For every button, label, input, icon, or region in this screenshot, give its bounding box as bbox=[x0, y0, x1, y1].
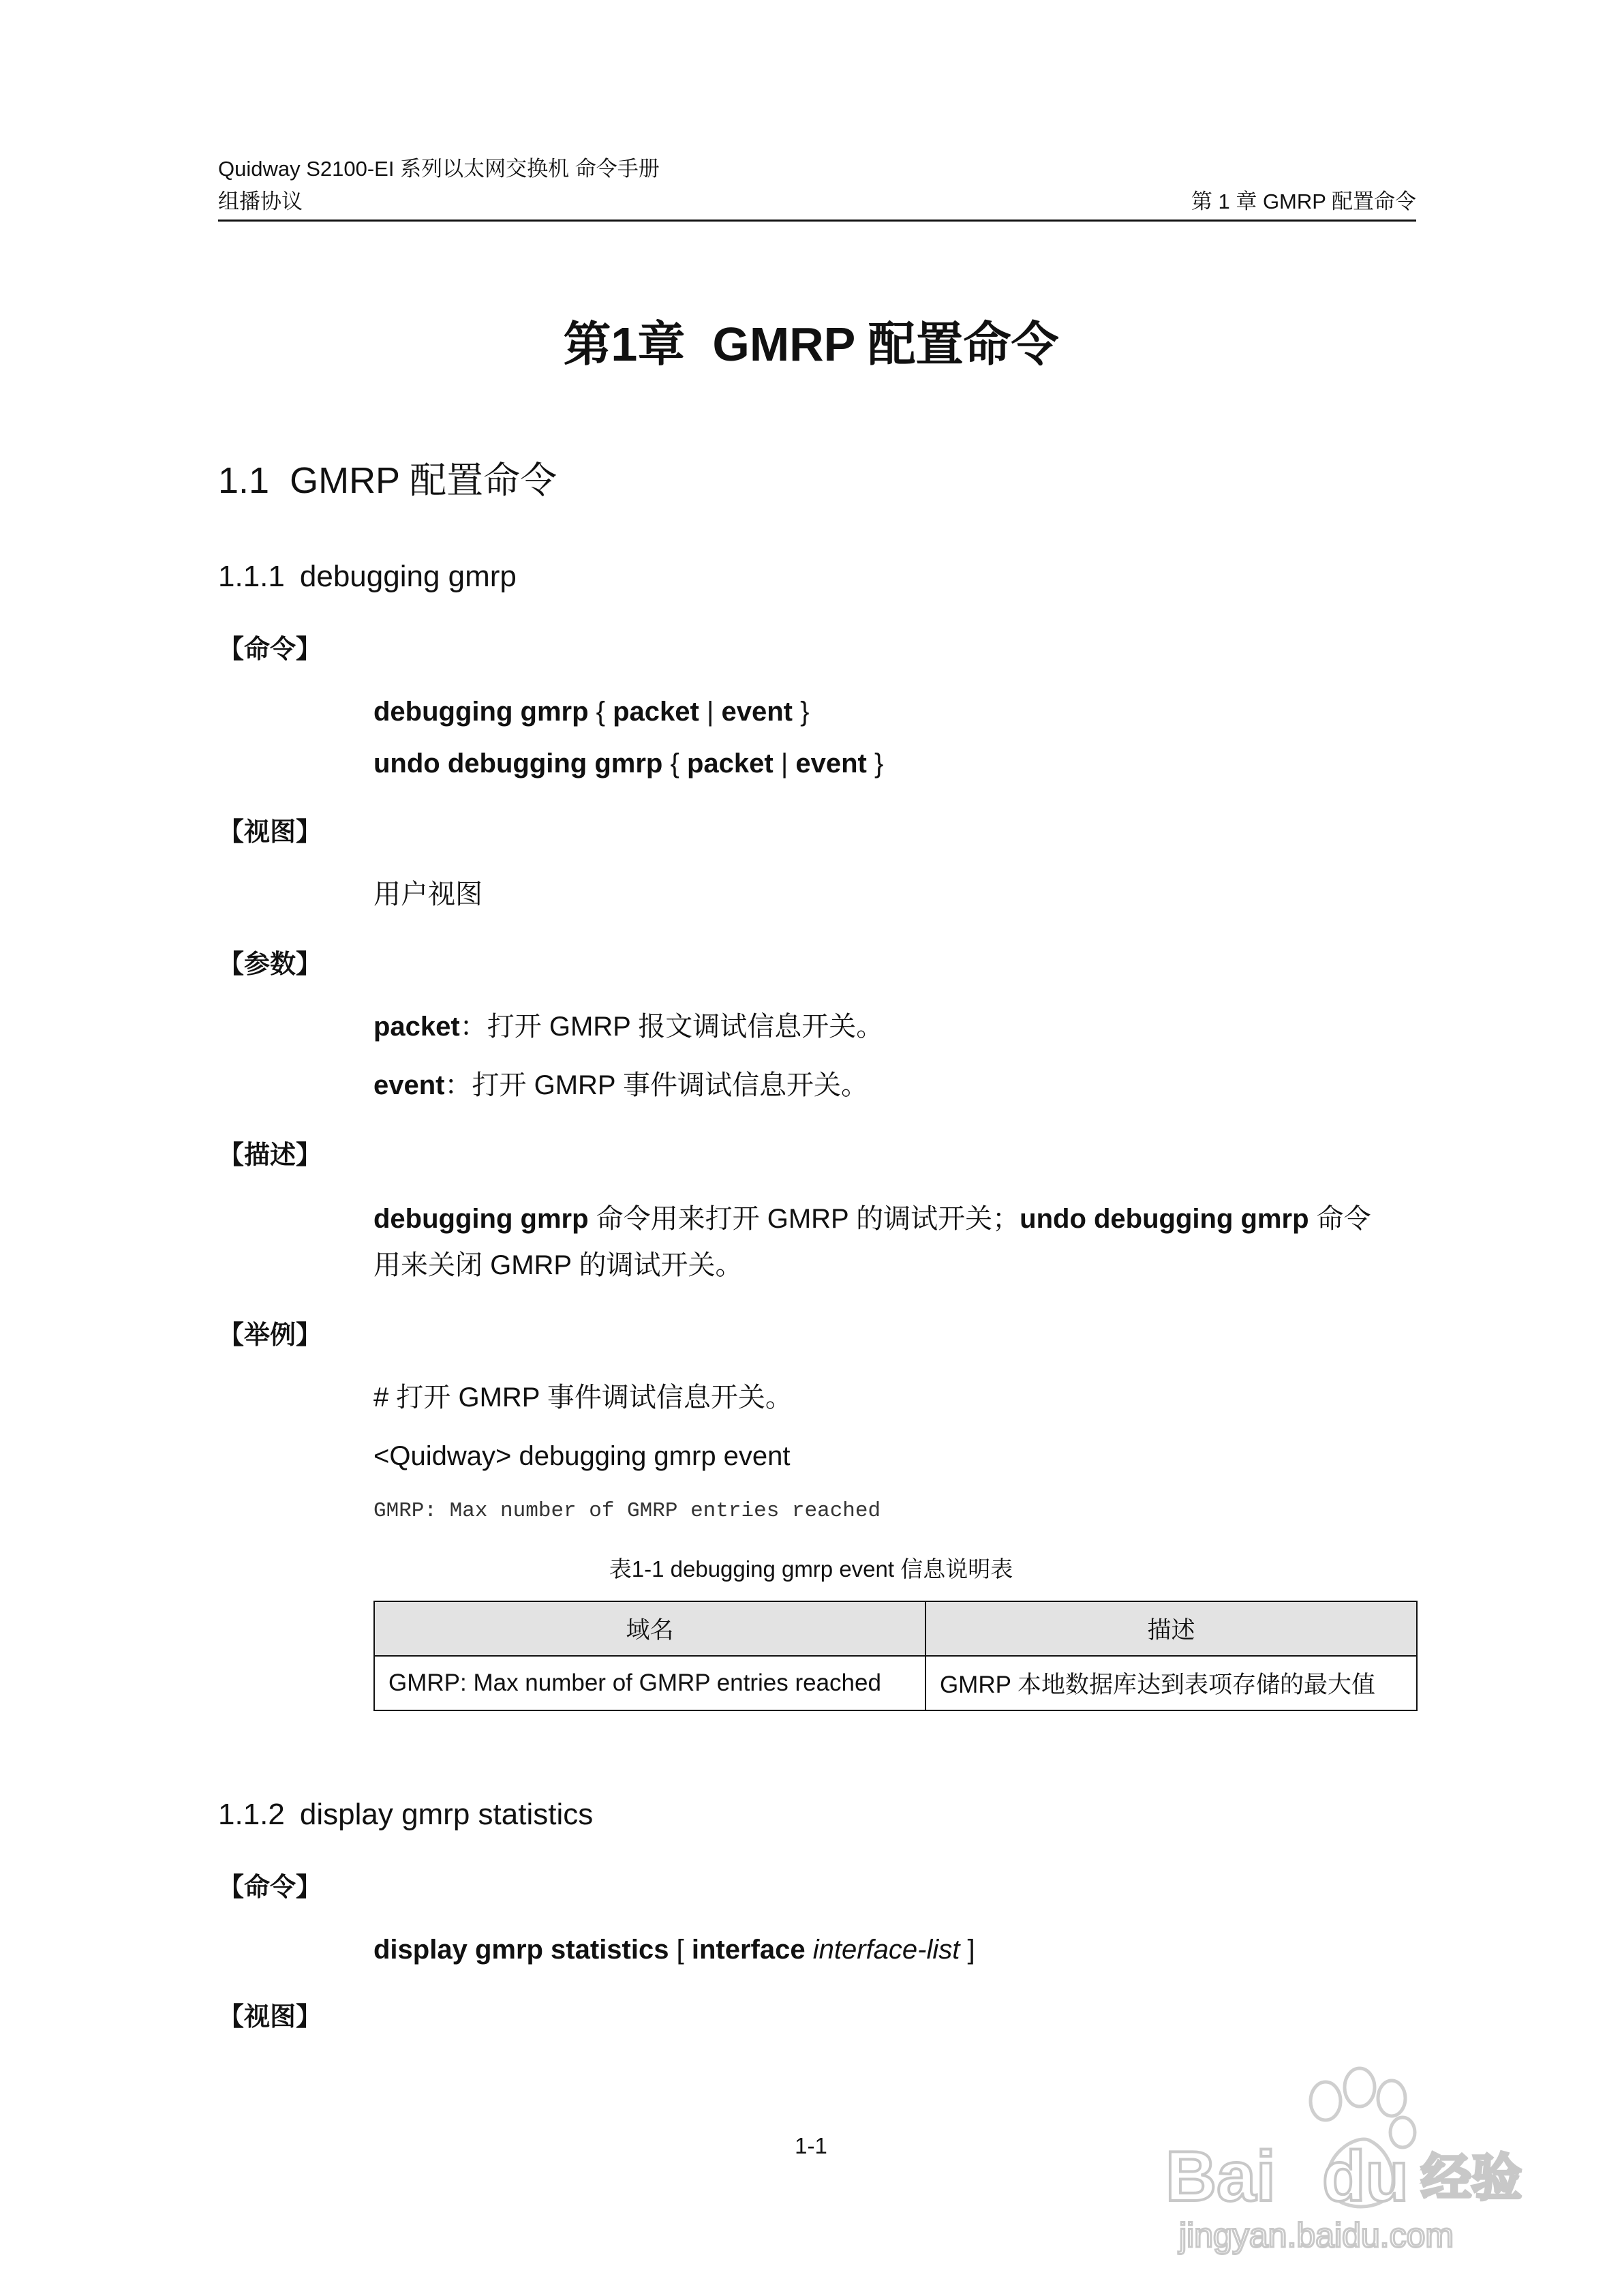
param-event bbox=[373, 1068, 868, 1103]
command-syntax bbox=[373, 1932, 975, 1967]
table-cell: GMRP: Max number of GMRP entries reached bbox=[374, 1656, 925, 1710]
command-keyword: interface bbox=[691, 1935, 806, 1965]
syntax-punct: | bbox=[773, 749, 796, 779]
param-desc: ：打开 GMRP 事件调试信息开关。 bbox=[444, 1070, 869, 1100]
label-view: 【视图】 bbox=[218, 818, 322, 847]
chapter-title-text: GMRP 配置命令 bbox=[712, 318, 1059, 371]
watermark-brand2: du bbox=[1322, 2137, 1409, 2216]
header-chapter: 第 1 章 GMRP 配置命令 bbox=[1191, 190, 1416, 213]
command-keyword: event bbox=[795, 749, 867, 779]
watermark-url: jingyan.baidu.com bbox=[1179, 2216, 1454, 2254]
example-command: <Quidway> debugging gmrp event bbox=[373, 1441, 791, 1471]
syntax-punct: ] bbox=[960, 1935, 975, 1965]
command-keyword: packet bbox=[613, 697, 699, 727]
syntax-punct: | bbox=[699, 697, 722, 727]
subsection-number: 1.1.2 bbox=[218, 1798, 285, 1831]
param-key: packet bbox=[373, 1012, 460, 1042]
command-keyword: packet bbox=[686, 749, 774, 779]
command-syntax-undo bbox=[373, 746, 883, 781]
syntax-punct: { bbox=[588, 697, 613, 727]
param-desc: ：打开 GMRP 报文调试信息开关。 bbox=[459, 1012, 884, 1042]
command-keyword: event bbox=[721, 697, 793, 727]
command-keyword: debugging gmrp bbox=[373, 697, 589, 727]
subsection-title: debugging gmrp bbox=[299, 560, 517, 593]
info-table bbox=[373, 1601, 1418, 1711]
table-header-row bbox=[374, 1601, 1417, 1656]
baidu-jingyan-watermark bbox=[1152, 2059, 1533, 2263]
header-rule bbox=[218, 220, 1416, 222]
section-number: 1.1 bbox=[218, 460, 270, 501]
description-line-2: 用来关闭 GMRP 的调试开关。 bbox=[373, 1250, 743, 1280]
description-text: 命令用来打开 GMRP 的调试开关； bbox=[588, 1204, 1020, 1234]
subsection-heading-1-1-1 bbox=[218, 556, 517, 597]
description-text: 命令 bbox=[1309, 1204, 1371, 1234]
header-product: Quidway S2100-EI 系列以太网交换机 命令手册 bbox=[218, 157, 660, 181]
section-title: GMRP 配置命令 bbox=[290, 460, 557, 501]
label-params: 【参数】 bbox=[218, 950, 322, 979]
command-keyword: undo debugging gmrp bbox=[373, 749, 663, 779]
syntax-punct: { bbox=[662, 749, 687, 779]
example-output: GMRP: Max number of GMRP entries reached bbox=[373, 1499, 881, 1523]
param-key: event bbox=[373, 1070, 445, 1100]
table-header-cell: 域名 bbox=[374, 1601, 925, 1656]
label-view: 【视图】 bbox=[218, 2003, 322, 2031]
header-section: 组播协议 bbox=[218, 190, 303, 213]
table-caption: 表1-1 debugging gmrp event 信息说明表 bbox=[609, 1556, 1013, 1582]
param-packet bbox=[373, 1009, 883, 1044]
syntax-punct: [ bbox=[669, 1935, 692, 1965]
watermark-brand: Bai bbox=[1165, 2137, 1276, 2216]
subsection-number: 1.1.1 bbox=[218, 560, 285, 593]
example-comment: # 打开 GMRP 事件调试信息开关。 bbox=[373, 1383, 793, 1413]
table-row bbox=[374, 1656, 1417, 1710]
command-argument: interface-list bbox=[812, 1935, 960, 1965]
chapter-title bbox=[0, 314, 1622, 375]
label-example: 【举例】 bbox=[218, 1321, 322, 1350]
syntax-punct: } bbox=[866, 749, 884, 779]
view-text: 用户视图 bbox=[373, 879, 483, 909]
command-keyword: undo debugging gmrp bbox=[1020, 1204, 1309, 1234]
description-line-1 bbox=[373, 1201, 1371, 1237]
chapter-number: 第1章 bbox=[563, 318, 686, 371]
label-command: 【命令】 bbox=[218, 1873, 322, 1902]
watermark-cn: 经验 bbox=[1421, 2149, 1522, 2206]
table-cell: GMRP 本地数据库达到表项存储的最大值 bbox=[925, 1656, 1417, 1710]
table-header-cell: 描述 bbox=[925, 1601, 1417, 1656]
command-syntax bbox=[373, 694, 809, 729]
label-command: 【命令】 bbox=[218, 635, 322, 664]
section-heading-1-1 bbox=[218, 457, 557, 504]
command-keyword: display gmrp statistics bbox=[373, 1935, 669, 1965]
syntax-punct: } bbox=[792, 697, 810, 727]
subsection-heading-1-1-2 bbox=[218, 1794, 593, 1835]
page-number: 1-1 bbox=[795, 2133, 827, 2158]
command-keyword: debugging gmrp bbox=[373, 1204, 589, 1234]
syntax-punct bbox=[806, 1935, 813, 1965]
subsection-title: display gmrp statistics bbox=[299, 1798, 594, 1831]
label-description: 【描述】 bbox=[218, 1141, 322, 1170]
